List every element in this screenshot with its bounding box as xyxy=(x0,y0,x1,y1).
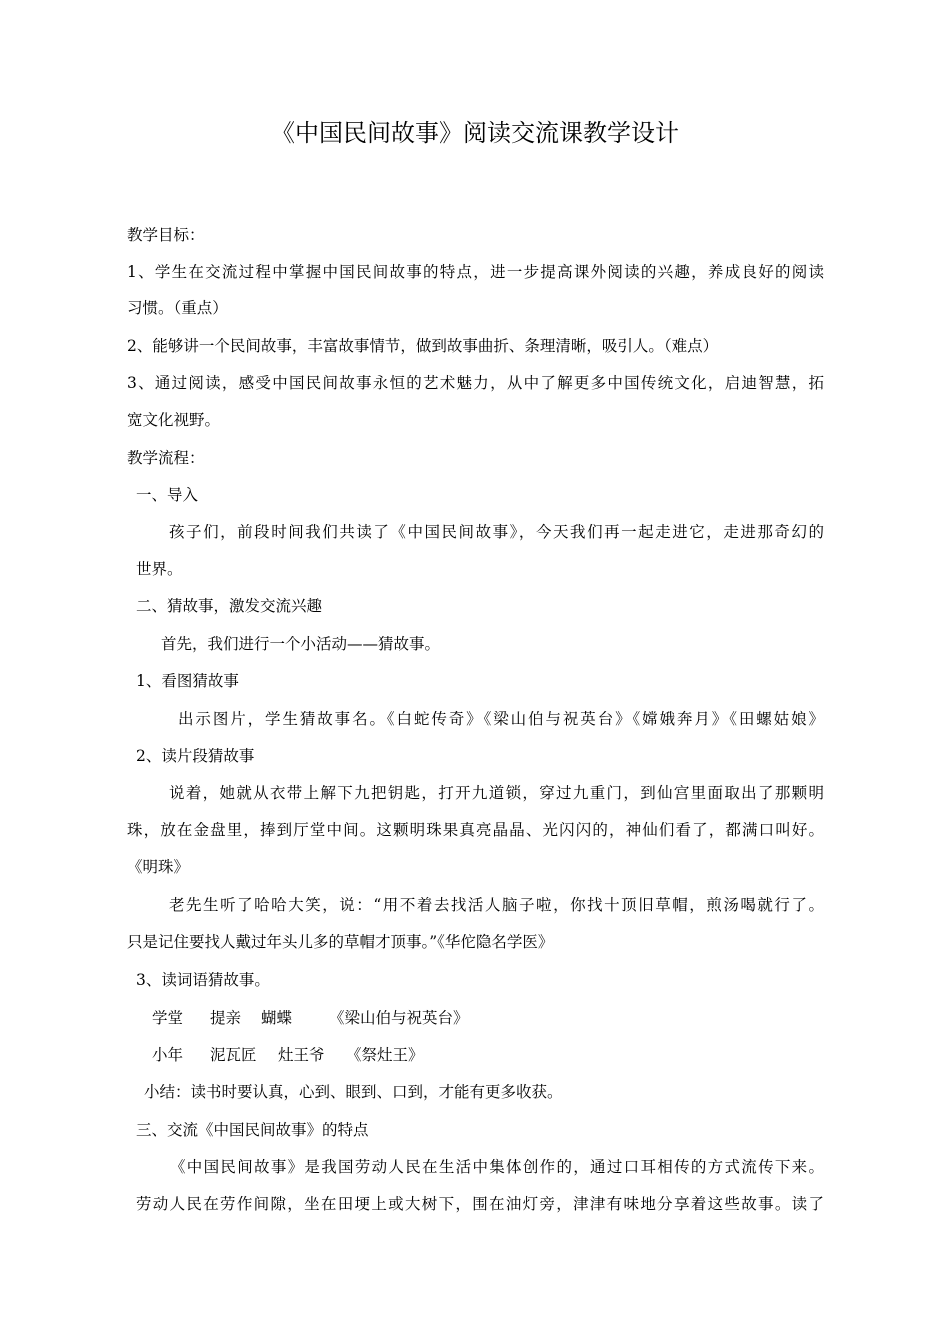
word-row-1-word-3: 蝴蝶 xyxy=(261,1009,293,1027)
word-row-1 xyxy=(152,1006,469,1030)
section-3-heading: 三、交流《中国民间故事》的特点 xyxy=(136,1121,369,1139)
excerpt-1-line-2: 珠，放在金盘里，捧到厅堂中间。这颗明珠果真亮晶晶、光闪闪的，神仙们看了，都满口叫好。 xyxy=(127,821,824,839)
excerpt-2-line-2: 只是记住要找人戴过年头儿多的草帽才顶事。”《华佗隐名学医》 xyxy=(127,933,554,951)
section-3-paragraph-line-1: 《中国民间故事》是我国劳动人民在生活中集体创作的，通过口耳相传的方式流传下来。 xyxy=(170,1158,824,1176)
word-row-2-answer: 《祭灶王》 xyxy=(346,1046,424,1064)
goal-1-line-1: 1、学生在交流过程中掌握中国民间故事的特点，进一步提高课外阅读的兴趣，养成良好的阅读 xyxy=(127,263,824,281)
goal-3-line-1: 3、通过阅读，感受中国民间故事永恒的艺术魅力，从中了解更多中国传统文化，启迪智慧，拓 xyxy=(127,374,824,392)
section-3-paragraph-line-2: 劳动人民在劳作间隙，坐在田埂上或大树下，围在油灯旁，津津有味地分享着这些故事。读了 xyxy=(136,1195,824,1213)
word-row-1-word-2: 提亲 xyxy=(210,1009,242,1027)
word-row-2 xyxy=(152,1043,424,1067)
word-row-2-word-1: 小年 xyxy=(152,1046,184,1064)
section-2-2-heading: 2、读片段猜故事 xyxy=(136,747,255,765)
summary: 小结：读书时要认真，心到、眼到、口到，才能有更多收获。 xyxy=(144,1083,563,1101)
goal-1-line-2: 习惯。（重点） xyxy=(127,299,228,317)
excerpt-1-answer: 《明珠》 xyxy=(127,858,190,876)
word-row-1-word-1: 学堂 xyxy=(152,1009,184,1027)
section-2-1-text: 出示图片，学生猜故事名。《白蛇传奇》《梁山伯与祝英台》《嫦娥奔月》《田螺姑娘》 xyxy=(178,710,824,728)
word-row-1-answer: 《梁山伯与祝英台》 xyxy=(329,1009,469,1027)
section-1-paragraph-line-2: 世界。 xyxy=(136,560,183,578)
section-2-1-heading: 1、看图猜故事 xyxy=(136,672,239,690)
goals-heading: 教学目标： xyxy=(127,226,205,244)
word-row-2-word-2: 泥瓦匠 xyxy=(210,1046,257,1064)
section-2-heading: 二、猜故事，激发交流兴趣 xyxy=(136,597,323,615)
goal-2: 2、能够讲一个民间故事，丰富故事情节，做到故事曲折、条理清晰，吸引人。（难点） xyxy=(127,337,719,355)
section-2-intro: 首先，我们进行一个小活动——猜故事。 xyxy=(161,635,441,653)
goal-3-line-2: 宽文化视野。 xyxy=(127,411,221,429)
word-row-2-word-3: 灶王爷 xyxy=(278,1046,325,1064)
excerpt-2-line-1: 老先生听了哈哈大笑，说：“用不着去找活人脑子啦，你找十顶旧草帽，煎汤喝就行了。 xyxy=(169,896,824,914)
flow-heading: 教学流程： xyxy=(127,449,205,467)
section-1-paragraph-line-1: 孩子们，前段时间我们共读了《中国民间故事》，今天我们再一起走进它，走进那奇幻的 xyxy=(169,523,824,541)
section-2-3-heading: 3、读词语猜故事。 xyxy=(136,971,270,989)
document-title: 《中国民间故事》阅读交流课教学设计 xyxy=(271,119,679,147)
excerpt-1-line-1: 说着，她就从衣带上解下九把钥匙，打开九道锁，穿过九重门，到仙宫里面取出了那颗明 xyxy=(169,784,824,802)
section-1-heading: 一、导入 xyxy=(136,486,199,504)
